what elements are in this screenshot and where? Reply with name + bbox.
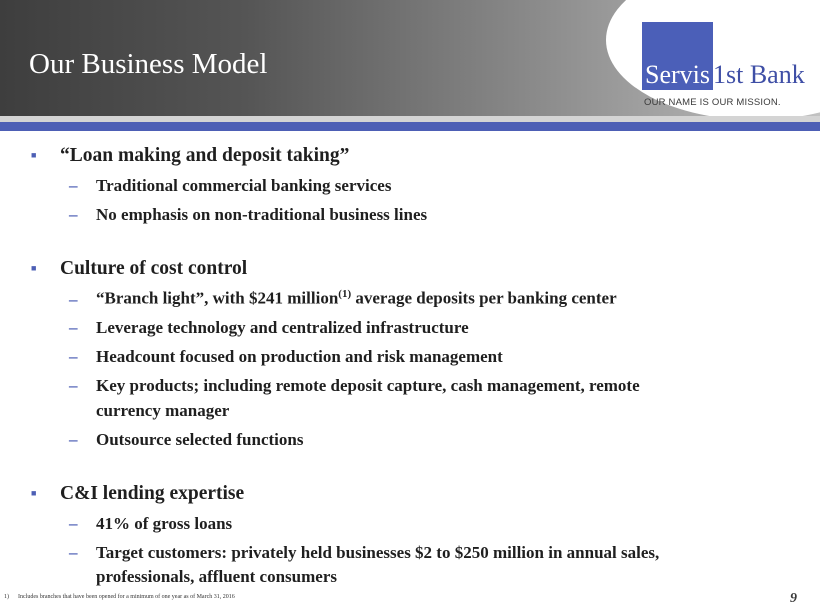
dash-icon: – [69, 205, 78, 224]
footnote-text: Includes branches that have been opened for a minimum of one year as of March 31, 2016 [18, 594, 235, 600]
dash-icon: – [69, 376, 78, 395]
dash-icon: – [69, 347, 78, 366]
dash-icon: – [69, 514, 78, 533]
bullet-item: No emphasis on non-traditional business lines [96, 205, 428, 224]
dash-icon: – [69, 543, 78, 562]
logo-tagline: OUR NAME IS OUR MISSION. [644, 97, 781, 108]
bullet-item: 41% of gross loans [96, 514, 233, 533]
bullet-item: Outsource selected functions [96, 430, 304, 449]
bullet-item: Headcount focused on production and risk management [96, 347, 503, 366]
logo-text-1st-bank: 1st Bank [713, 60, 805, 89]
dash-icon: – [69, 318, 78, 337]
dash-icon: – [69, 290, 78, 309]
section-heading-2: Culture of cost control [60, 258, 248, 279]
slide-title: Our Business Model [29, 48, 268, 80]
bullet-item [96, 288, 617, 309]
bullet-item: Leverage technology and centralized infrastructure [96, 318, 469, 337]
bullet-item: Key products; including remote deposit capture, cash management, remote [96, 376, 640, 395]
logo-text-servis: Servis [645, 60, 710, 89]
bullet-square-icon: ■ [31, 488, 37, 498]
footnote-marker: 1) [4, 594, 9, 600]
footnote [4, 594, 235, 600]
dash-icon: – [69, 430, 78, 449]
section-heading-1: “Loan making and deposit taking” [60, 145, 350, 166]
dash-icon: – [69, 176, 78, 195]
bullet-square-icon: ■ [31, 263, 37, 273]
page-number: 9 [790, 591, 797, 606]
bullet-item-text: “Branch light”, with $241 million [96, 288, 339, 308]
bullet-item: Target customers: privately held businesses $2 to $250 million in annual sales, [96, 543, 660, 562]
footnote-reference: (1) [338, 288, 352, 300]
bullet-item-text-tail: average deposits per banking center [351, 288, 617, 308]
bullet-item-continuation: currency manager [96, 401, 230, 420]
section-heading-3: C&I lending expertise [60, 483, 245, 504]
bullet-item-continuation: professionals, affluent consumers [96, 567, 337, 586]
divider-blue [0, 122, 820, 131]
bullet-item: Traditional commercial banking services [96, 176, 392, 195]
bullet-square-icon: ■ [31, 150, 37, 160]
